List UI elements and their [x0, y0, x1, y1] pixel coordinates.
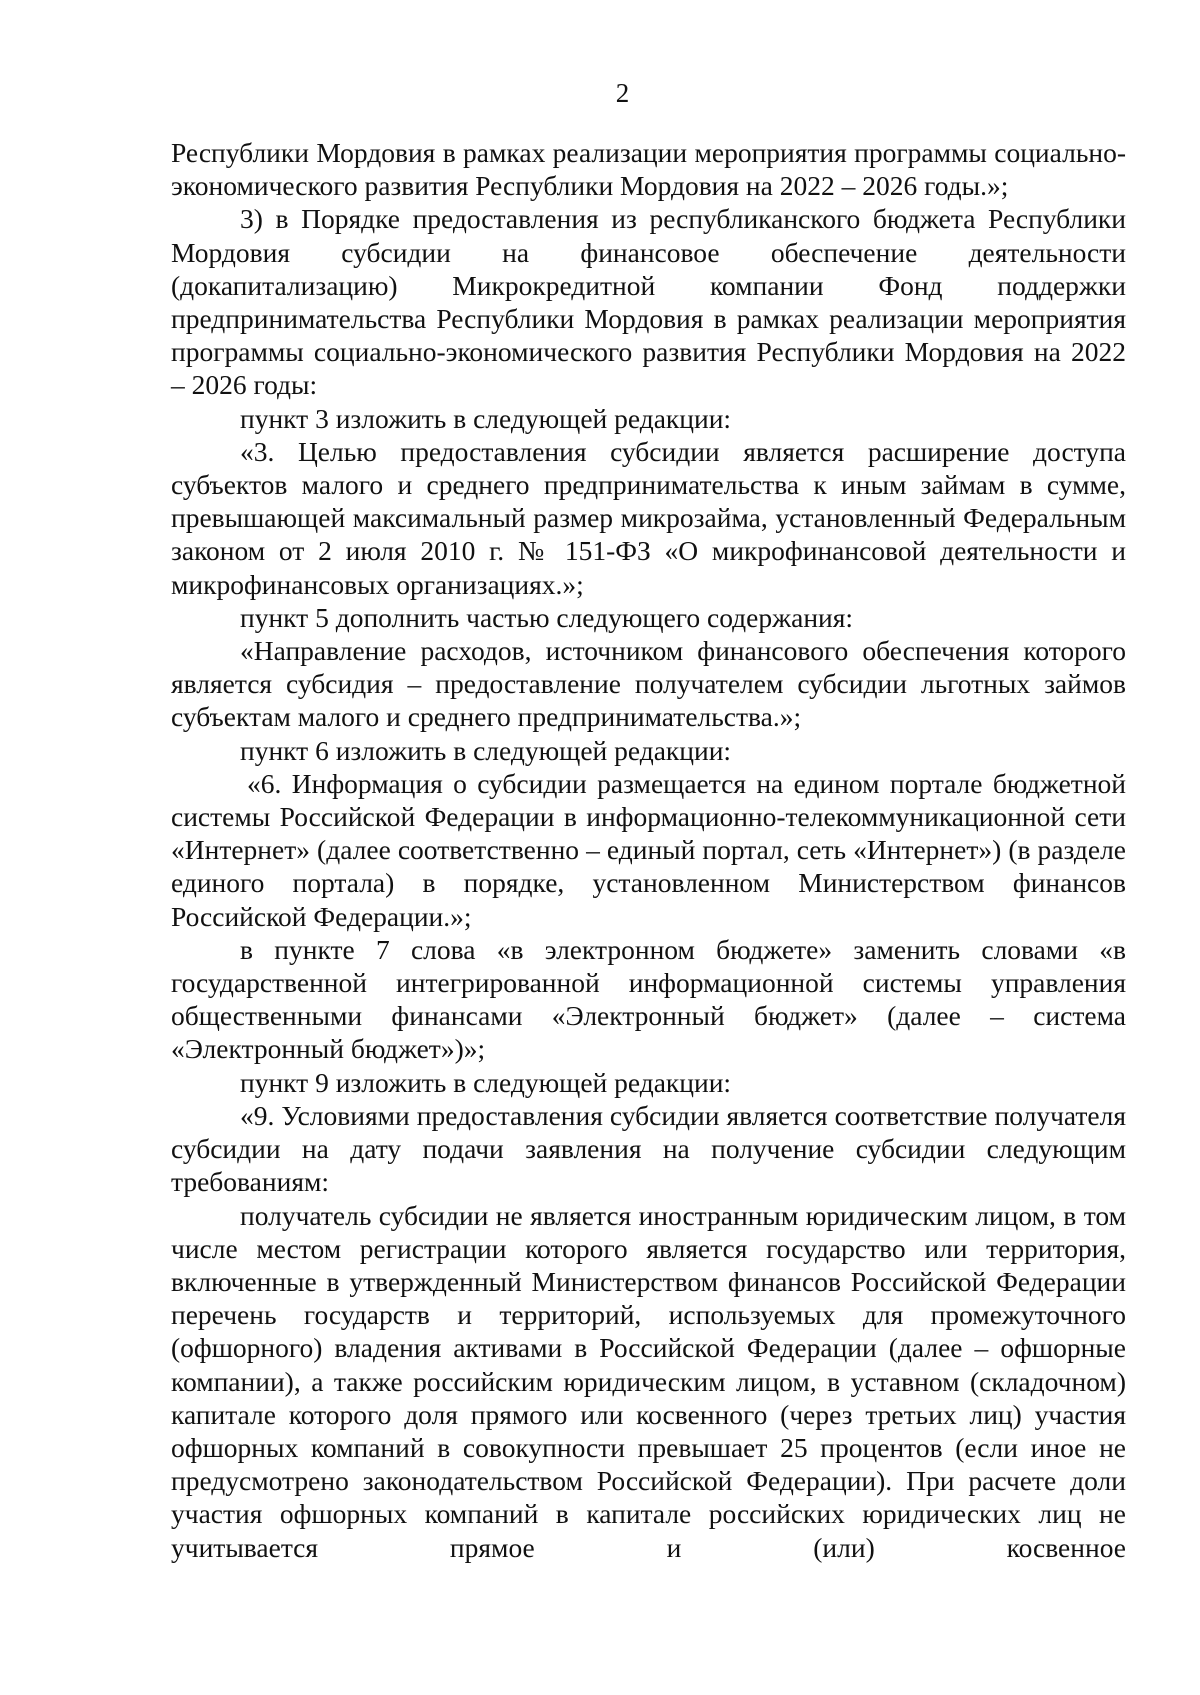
page-number: 2	[615, 78, 630, 108]
paragraph: пункт 5 дополнить частью следующего содержания:	[240, 601, 854, 633]
paragraph: Республики Мордовия в рамках реализации мероприятия программы социально-экономического развития Республики Мордовия на 2022 – 2026 годы.»;	[171, 137, 1126, 202]
paragraph: пункт 3 изложить в следующей редакции:	[240, 402, 732, 434]
paragraph: «3. Целью предоставления субсидии является расширение доступа субъектов малого и среднего предпринимательства к иным займам в сумме, превышающей максимальный размер микрозайма, установленный Федеральным законом от 2 июля 2010 г. № 151-ФЗ «О микрофинансовой деятельности и микрофинансовых организациях.»;	[171, 435, 1126, 600]
paragraph: в пункте 7 слова «в электронном бюджете» заменить словами «в государственной интегрированной информационной системы управления общественными финансами «Электронный бюджет» (далее – система «Электронный бюджет»)»;	[171, 933, 1126, 1065]
paragraph: «9. Условиями предоставления субсидии является соответствие получателя субсидии на дату подачи заявления на получение субсидии следующим требованиям:	[171, 1099, 1126, 1198]
paragraph: пункт 9 изложить в следующей редакции:	[240, 1066, 732, 1098]
paragraph: 3) в Порядке предоставления из республиканского бюджета Республики Мордовия субсидии на финансовое обеспечение деятельности (докапитализацию) Микрокредитной компании Фонд поддержки предпринимательства Республики Мордовия в рамках реализации мероприятия программы социально-экономического развития Республики Мордовия на 2022 – 2026 годы:	[171, 203, 1126, 401]
paragraph: «6. Информация о субсидии размещается на едином портале бюджетной системы Российской Федерации в информационно-телекоммуникационной сети «Интернет» (далее соответственно – единый портал, сеть «Интернет») (в разделе единого портала) в порядке, установленном Министерством финансов Российской Федерации.»;	[171, 767, 1126, 932]
paragraph: пункт 6 изложить в следующей редакции:	[240, 734, 732, 766]
paragraph: получатель субсидии не является иностранным юридическим лицом, в том числе местом регистрации которого является государство или территория, включенные в утвержденный Министерством финансов Российской Федерации перечень государств и территорий, используемых для промежуточного (офшорного) владения активами в Российской Федерации (далее – офшорные компании), а также российским юридическим лицом, в уставном (складочном) капитале которого доля прямого или косвенного (через третьих лиц) участия офшорных компаний в совокупности превышает 25 процентов (если иное не предусмотрено законодательством Российской Федерации). При расчете доли участия офшорных компаний в капитале российских юридических лиц не учитывается прямое и (или) косвенное	[171, 1199, 1126, 1563]
paragraph: «Направление расходов, источником финансового обеспечения которого является субсидия – предоставление получателем субсидии льготных займов субъектам малого и среднего предпринимательства.»;	[171, 635, 1126, 733]
document-body	[171, 136, 1126, 1564]
